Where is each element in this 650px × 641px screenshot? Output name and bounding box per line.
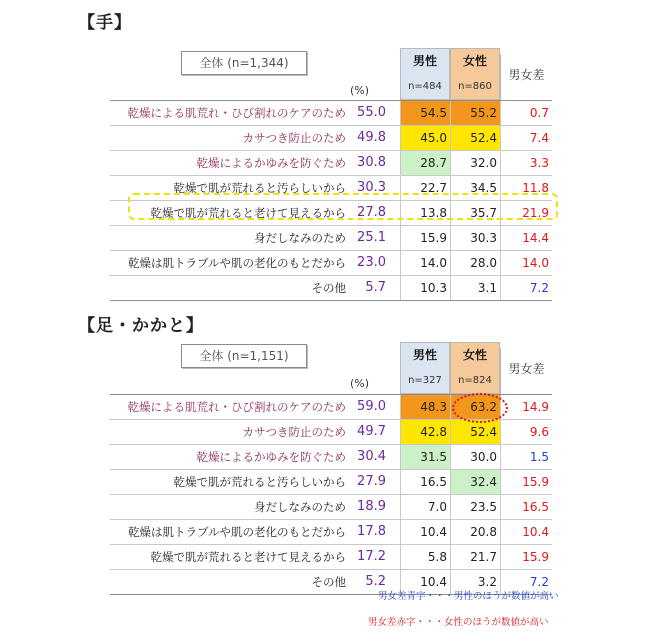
column-header-male-n: n=484	[408, 81, 442, 92]
column-header-male-hands	[400, 48, 450, 100]
total-value: 27.9	[357, 474, 386, 489]
male-value: 54.5	[400, 101, 450, 125]
male-value: 10.3	[400, 276, 450, 300]
percent-unit-feet: (%)	[350, 377, 370, 390]
legend-note-red: 男女差赤字・・・女性のほうが数値が高い	[368, 617, 549, 628]
female-value: 34.5	[450, 176, 500, 200]
table-row	[110, 444, 552, 469]
total-value: 18.9	[357, 499, 386, 514]
row-label: カサつき防止のため	[242, 425, 346, 439]
female-value: 3.1	[450, 276, 500, 300]
diff-value: 14.4	[500, 226, 552, 250]
row-label: その他	[311, 281, 346, 295]
column-header-male-n: n=327	[408, 375, 442, 386]
diff-value: 15.9	[500, 545, 552, 569]
row-label: 乾燥で肌が荒れると老けて見えるから	[150, 206, 346, 220]
row-label: 身だしなみのため	[254, 231, 346, 245]
male-value: 22.7	[400, 176, 450, 200]
column-header-female-n: n=860	[458, 81, 492, 92]
male-value: 5.8	[400, 545, 450, 569]
diff-value: 10.4	[500, 520, 552, 544]
row-label: 乾燥で肌が荒れると老けて見えるから	[150, 550, 346, 564]
column-header-female-n: n=824	[458, 375, 492, 386]
female-value: 63.2	[450, 395, 500, 419]
table-row	[110, 494, 552, 519]
female-value: 52.4	[450, 126, 500, 150]
total-value: 5.7	[365, 280, 386, 295]
female-value: 20.8	[450, 520, 500, 544]
male-value: 28.7	[400, 151, 450, 175]
column-header-male-label: 男性	[412, 54, 437, 68]
section-title-hands: 【手】	[78, 13, 132, 33]
male-value: 7.0	[400, 495, 450, 519]
diff-value: 11.8	[500, 176, 552, 200]
column-header-female-label: 女性	[462, 348, 487, 362]
total-value: 55.0	[357, 105, 386, 120]
percent-unit-hands: (%)	[350, 84, 370, 97]
male-value: 13.8	[400, 201, 450, 225]
female-value: 52.4	[450, 420, 500, 444]
row-label: 乾燥で肌が荒れると汚らしいから	[173, 181, 346, 195]
row-label: 身だしなみのため	[254, 500, 346, 514]
total-value: 30.8	[357, 155, 386, 170]
table-row	[110, 469, 552, 494]
table-row	[110, 519, 552, 544]
diff-value: 14.0	[500, 251, 552, 275]
table-row	[110, 275, 552, 301]
table-row	[110, 125, 552, 150]
total-value: 17.2	[357, 549, 386, 564]
male-value: 42.8	[400, 420, 450, 444]
male-value: 48.3	[400, 395, 450, 419]
legend-note-blue: 男女差青字・・・男性のほうが数値が高い	[378, 591, 559, 602]
male-value: 14.0	[400, 251, 450, 275]
highlight-circle-feet-female	[452, 393, 508, 423]
female-value: 35.7	[450, 201, 500, 225]
diff-value: 0.7	[500, 101, 552, 125]
row-label: その他	[311, 575, 346, 589]
table-row	[110, 250, 552, 275]
female-value: 23.5	[450, 495, 500, 519]
column-header-female-feet	[450, 342, 500, 394]
total-value: 25.1	[357, 230, 386, 245]
female-value: 28.0	[450, 251, 500, 275]
diff-value: 16.5	[500, 495, 552, 519]
total-sample-box-hands: 全体 (n=1,344)	[181, 51, 307, 75]
female-value: 32.4	[450, 470, 500, 494]
total-sample-box-feet: 全体 (n=1,151)	[181, 344, 307, 368]
female-value: 3.2	[450, 570, 500, 594]
male-value: 15.9	[400, 226, 450, 250]
diff-value: 7.2	[500, 570, 552, 594]
column-header-diff-hands: 男女差	[500, 54, 552, 100]
table-row	[110, 544, 552, 569]
total-value: 59.0	[357, 399, 386, 414]
total-value: 27.8	[357, 205, 386, 220]
row-label: 乾燥による肌荒れ・ひび割れのケアのため	[127, 106, 346, 120]
total-value: 49.8	[357, 130, 386, 145]
column-header-female-label: 女性	[462, 54, 487, 68]
column-header-diff-feet: 男女差	[500, 348, 552, 394]
total-value: 30.4	[357, 449, 386, 464]
female-value: 32.0	[450, 151, 500, 175]
section-title-feet: 【足・かかと】	[78, 316, 204, 336]
table-row	[110, 419, 552, 444]
male-value: 16.5	[400, 470, 450, 494]
column-header-male-feet	[400, 342, 450, 394]
total-value: 30.3	[357, 180, 386, 195]
diff-value: 15.9	[500, 470, 552, 494]
total-value: 5.2	[365, 574, 386, 589]
female-value: 30.3	[450, 226, 500, 250]
diff-value: 14.9	[500, 395, 552, 419]
row-label: 乾燥は肌トラブルや肌の老化のもとだから	[127, 525, 346, 539]
row-label: 乾燥で肌が荒れると汚らしいから	[173, 475, 346, 489]
female-value: 55.2	[450, 101, 500, 125]
table-row	[110, 100, 552, 125]
column-header-female-hands	[450, 48, 500, 100]
diff-value: 1.5	[500, 445, 552, 469]
diff-value: 21.9	[500, 201, 552, 225]
row-label: 乾燥による肌荒れ・ひび割れのケアのため	[127, 400, 346, 414]
female-value: 21.7	[450, 545, 500, 569]
highlight-box-hands-aging	[128, 193, 558, 220]
diff-value: 3.3	[500, 151, 552, 175]
row-label: カサつき防止のため	[242, 131, 346, 145]
female-value: 30.0	[450, 445, 500, 469]
total-value: 17.8	[357, 524, 386, 539]
table-row	[110, 150, 552, 175]
total-value: 23.0	[357, 255, 386, 270]
diff-value: 7.4	[500, 126, 552, 150]
male-value: 10.4	[400, 570, 450, 594]
male-value: 45.0	[400, 126, 450, 150]
row-label: 乾燥は肌トラブルや肌の老化のもとだから	[127, 256, 346, 270]
diff-value: 9.6	[500, 420, 552, 444]
row-label: 乾燥によるかゆみを防ぐため	[196, 156, 346, 170]
row-label: 乾燥によるかゆみを防ぐため	[196, 450, 346, 464]
total-value: 49.7	[357, 424, 386, 439]
table-row	[110, 225, 552, 250]
male-value: 10.4	[400, 520, 450, 544]
column-header-male-label: 男性	[412, 348, 437, 362]
diff-value: 7.2	[500, 276, 552, 300]
male-value: 31.5	[400, 445, 450, 469]
